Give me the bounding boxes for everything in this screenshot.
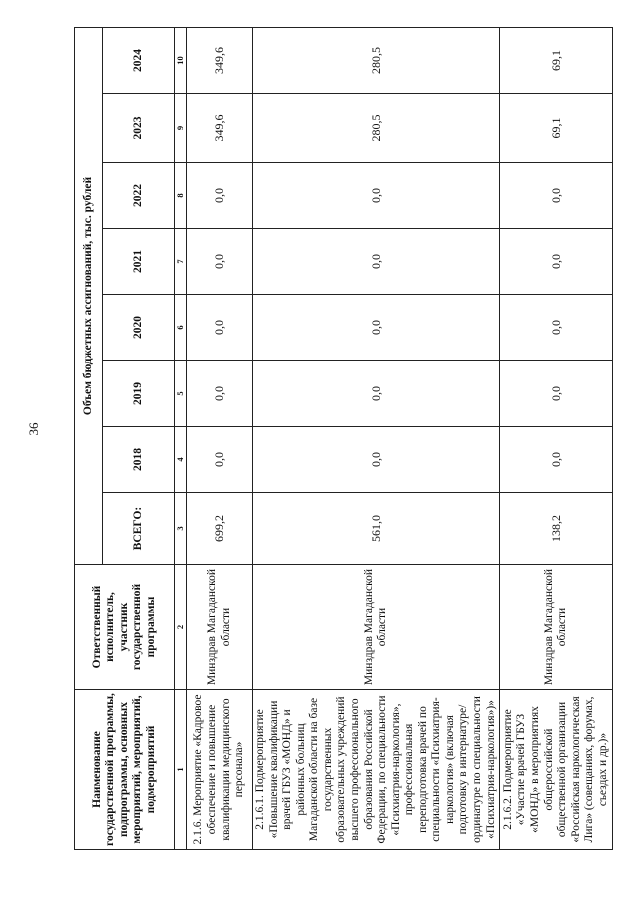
column-number: 7: [175, 229, 187, 295]
header-year: 2018: [103, 427, 175, 493]
row-value: 349,6: [187, 28, 253, 94]
row-total: 138,2: [500, 493, 613, 565]
column-number-row: [175, 28, 187, 850]
row-value: 69,1: [500, 94, 613, 163]
row-value: 0,0: [253, 361, 500, 427]
table-row: [500, 28, 613, 850]
row-value: 0,0: [500, 427, 613, 493]
row-value: 349,6: [187, 94, 253, 163]
row-value: 0,0: [253, 295, 500, 361]
table-wrapper: [74, 28, 609, 850]
row-value: 0,0: [500, 295, 613, 361]
header-year: 2020: [103, 295, 175, 361]
row-total: 699,2: [187, 493, 253, 565]
row-value: 280,5: [253, 28, 500, 94]
row-value: 0,0: [253, 229, 500, 295]
rotated-table-container: [74, 28, 609, 850]
column-number: 8: [175, 163, 187, 229]
row-value: 280,5: [253, 94, 500, 163]
row-value: 69,1: [500, 28, 613, 94]
header-year: 2021: [103, 229, 175, 295]
column-number: 3: [175, 493, 187, 565]
header-year: 2022: [103, 163, 175, 229]
row-value: 0,0: [187, 163, 253, 229]
row-value: 0,0: [500, 163, 613, 229]
row-name: 2.1.6. Мероприятие «Кадровое обеспечение и повышение квалификации медицинского персонала»: [187, 690, 253, 850]
column-number: 2: [175, 565, 187, 690]
row-total: 561,0: [253, 493, 500, 565]
page-number: 36: [26, 422, 41, 436]
header-executor: Ответственный исполнитель, участник государственной программы: [75, 565, 175, 690]
column-number: 10: [175, 28, 187, 94]
row-value: 0,0: [187, 229, 253, 295]
table-row: [253, 28, 500, 850]
header-row-group: [75, 28, 103, 850]
row-value: 0,0: [500, 361, 613, 427]
row-executor: Минздрав Магаданской области: [253, 565, 500, 690]
row-value: 0,0: [187, 427, 253, 493]
header-total: ВСЕГО:: [103, 493, 175, 565]
row-executor: Минздрав Магаданской области: [187, 565, 253, 690]
budget-table: [74, 27, 613, 850]
header-year: 2019: [103, 361, 175, 427]
row-name: 2.1.6.2. Подмероприятие «Участие врачей ГБУЗ «МОНД» в мероприятиях общероссийской общественной организации «Российская наркологическая Лига» (совещаниях, форумах, съездах и др.)»: [500, 690, 613, 850]
column-number: 4: [175, 427, 187, 493]
table-row: [187, 28, 253, 850]
row-value: 0,0: [187, 295, 253, 361]
row-name: 2.1.6.1. Подмероприятие «Повышение квалификации врачей ГБУЗ «МОНД» и районных больниц Магаданской области на базе государственных образовательных учреждений высшего профессионального образования Российской Федерации, по специальности «Психиатрия-наркология», профессиональная переподготовка врачей по специальности «Психиатрия-наркология» (включая подготовку в интернатуре/ ординатуре по специальности «Психиатрия-наркология»)»: [253, 690, 500, 850]
header-year: 2024: [103, 28, 175, 94]
row-value: 0,0: [253, 427, 500, 493]
header-budget-group: Объем бюджетных ассигнований, тыс. рублей: [75, 28, 103, 565]
column-number: 5: [175, 361, 187, 427]
row-value: 0,0: [253, 163, 500, 229]
column-number: 1: [175, 690, 187, 850]
row-value: 0,0: [187, 361, 253, 427]
row-value: 0,0: [500, 229, 613, 295]
column-number: 9: [175, 94, 187, 163]
header-year: 2023: [103, 94, 175, 163]
row-executor: Минздрав Магаданской области: [500, 565, 613, 690]
header-name: Наименование государственной программы, подпрограммы, основных мероприятий, мероприятий, подмероприятий: [75, 690, 175, 850]
column-number: 6: [175, 295, 187, 361]
